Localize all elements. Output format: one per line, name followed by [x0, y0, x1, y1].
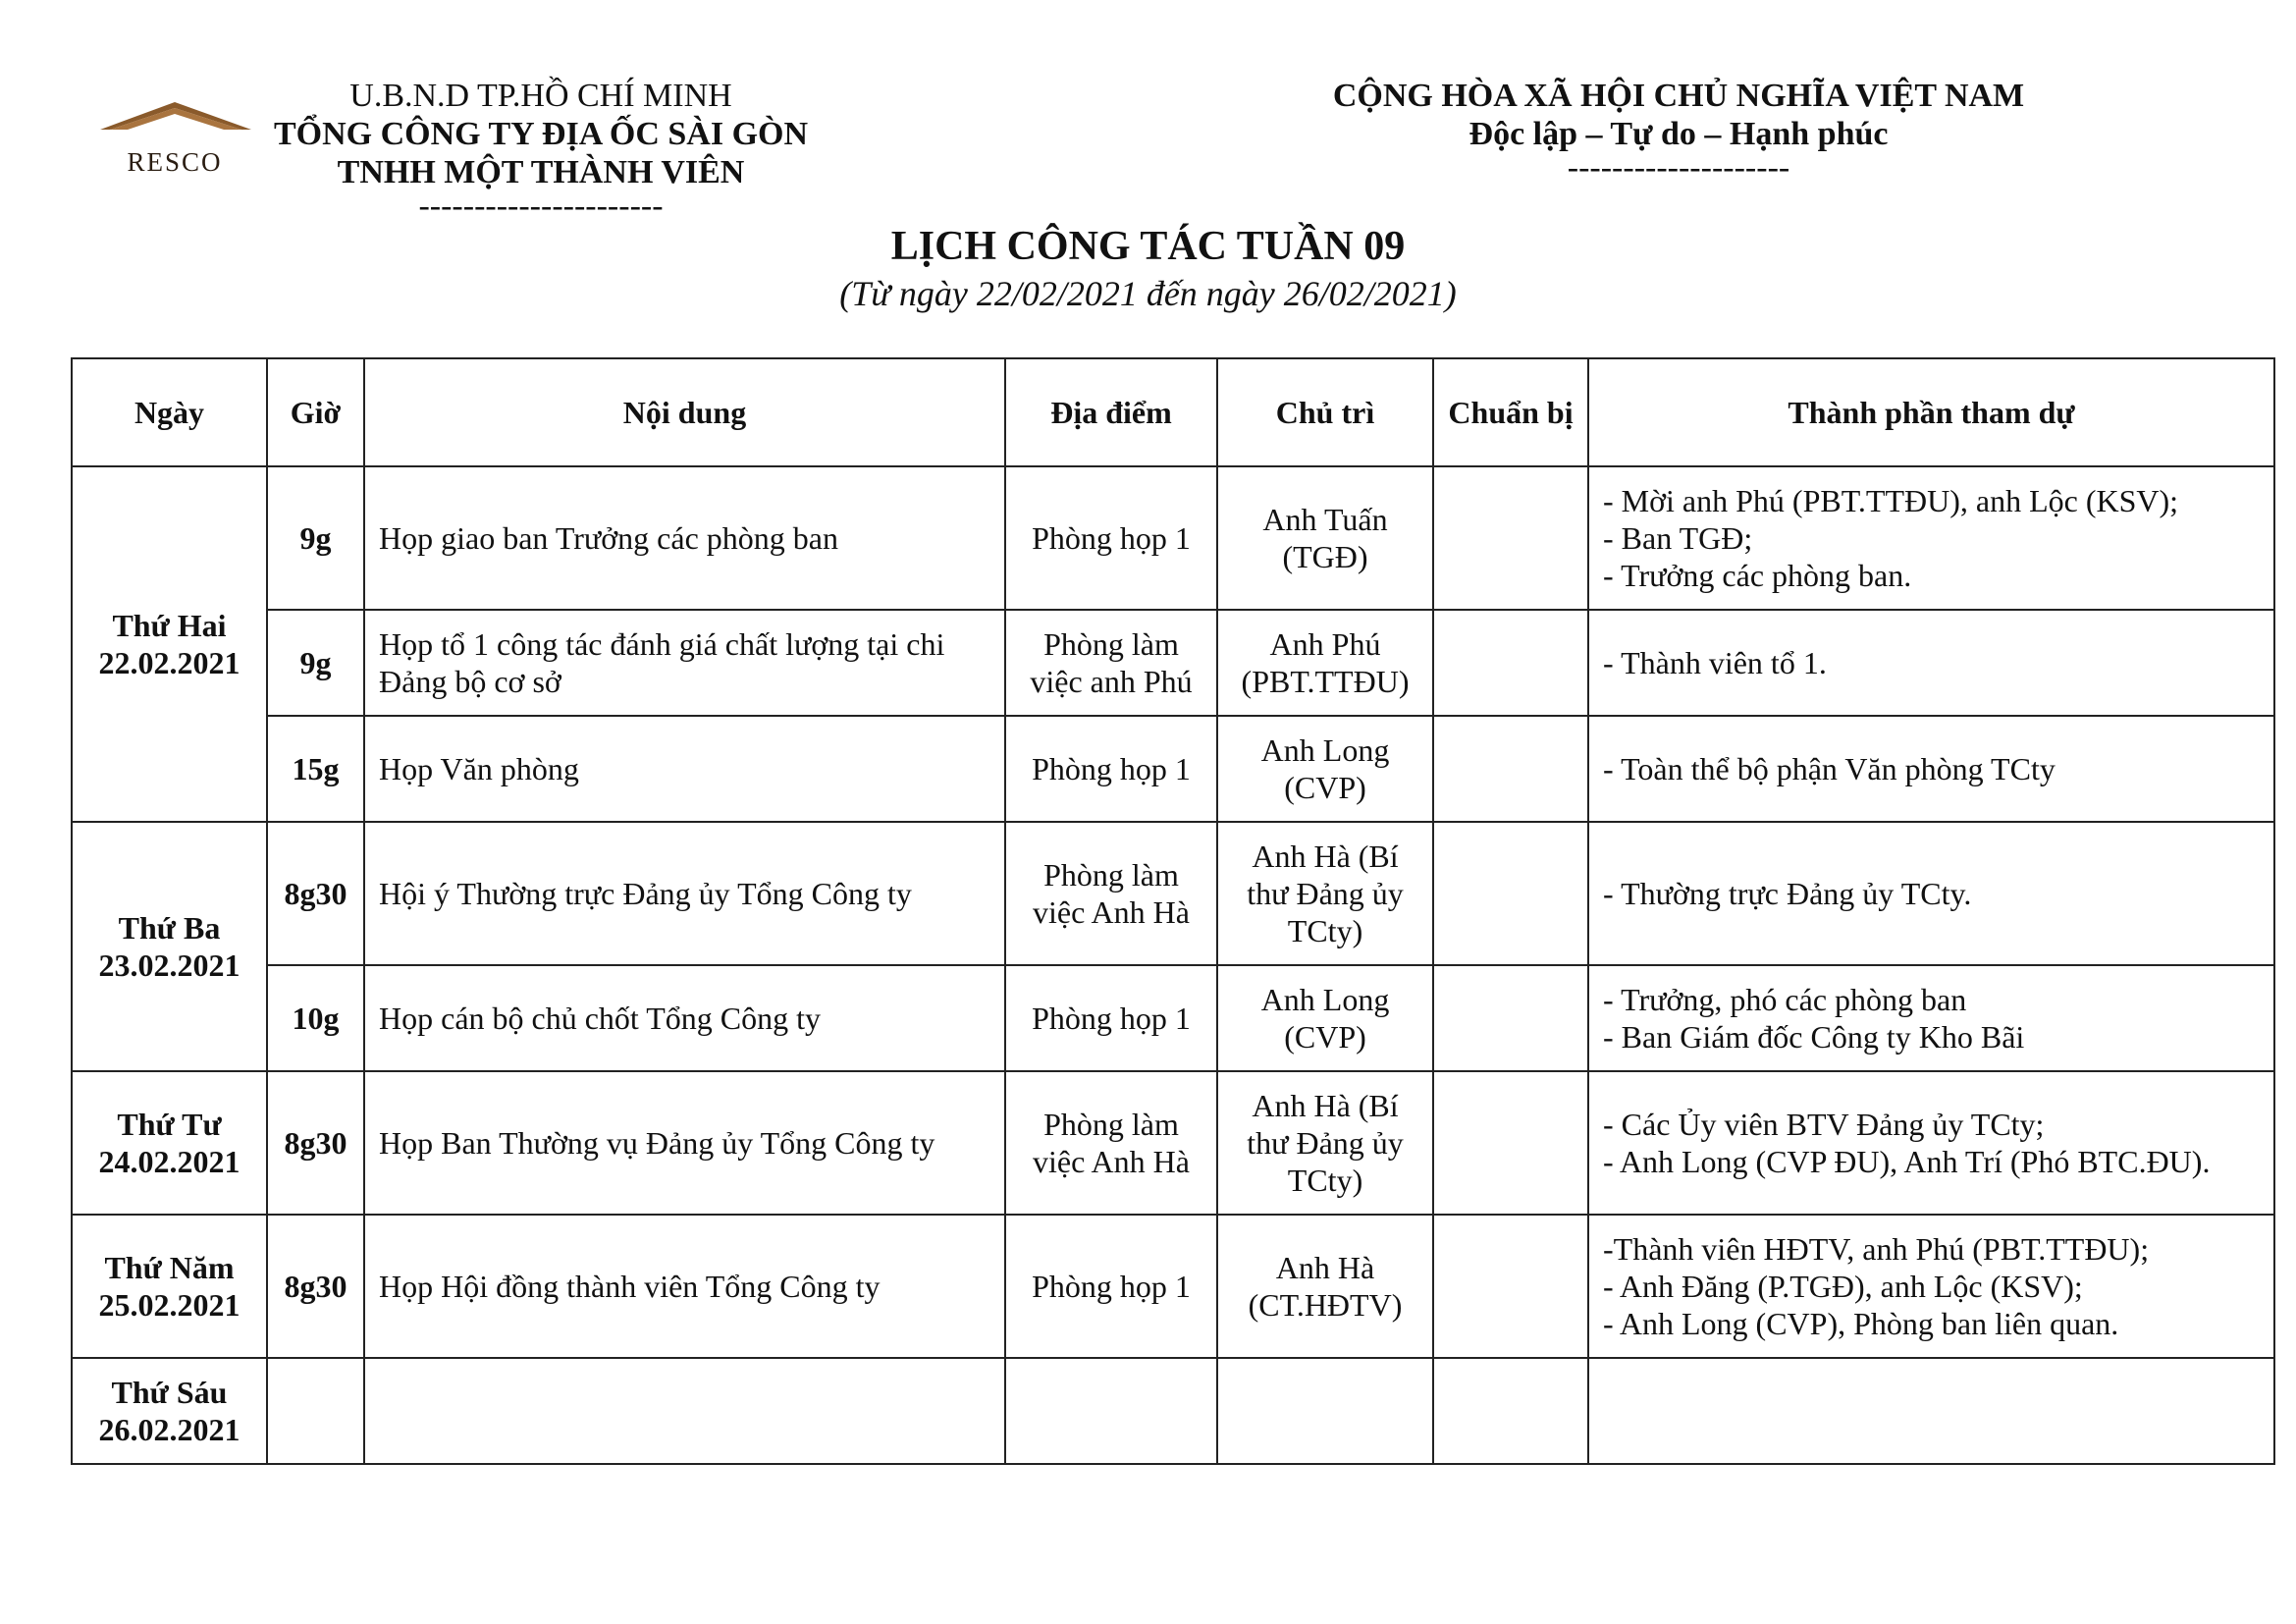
content-cell: Họp cán bộ chủ chốt Tổng Công ty — [364, 965, 1005, 1071]
national-name: CỘNG HÒA XÃ HỘI CHỦ NGHĨA VIỆT NAM — [1332, 78, 2025, 114]
location-cell — [1005, 1358, 1217, 1464]
time-cell: 10g — [267, 965, 364, 1071]
location-cell: Phòng họp 1 — [1005, 716, 1217, 822]
content-cell: Họp Hội đồng thành viên Tổng Công ty — [364, 1215, 1005, 1358]
header-attendees: Thành phần tham dự — [1588, 358, 2274, 466]
logo-text: RESCO — [127, 147, 223, 177]
org-line-1: U.B.N.D TP.HỒ CHÍ MINH — [349, 78, 732, 114]
attendee-line: - Ban Giám đốc Công ty Kho Bãi — [1603, 1019, 2025, 1055]
prep-cell — [1433, 466, 1588, 610]
content-cell: Họp Văn phòng — [364, 716, 1005, 822]
content-cell — [364, 1358, 1005, 1464]
day-name: Thứ Ba — [118, 910, 221, 946]
attendee-line: - Ban TGĐ; — [1603, 520, 1753, 556]
resco-logo — [94, 96, 256, 177]
day-cell — [72, 1215, 267, 1358]
prep-cell — [1433, 1215, 1588, 1358]
host-cell: Anh Hà (Bí thư Đảng ủy TCty) — [1217, 1071, 1433, 1215]
page-title: LỊCH CÔNG TÁC TUẦN 09 — [890, 224, 1406, 269]
attendee-line: - Anh Đăng (P.TGĐ), anh Lộc (KSV); — [1603, 1269, 2083, 1304]
title-block — [0, 222, 2296, 316]
header-time: Giờ — [267, 358, 364, 466]
day-name: Thứ Tư — [117, 1107, 222, 1142]
location-cell: Phòng làm việc Anh Hà — [1005, 822, 1217, 965]
day-date: 22.02.2021 — [98, 645, 240, 680]
time-cell: 9g — [267, 610, 364, 716]
content-cell: Họp tổ 1 công tác đánh giá chất lượng tại chi Đảng bộ cơ sở — [364, 610, 1005, 716]
host-cell: Anh Hà (CT.HĐTV) — [1217, 1215, 1433, 1358]
attendee-line: - Thường trực Đảng ủy TCty. — [1603, 876, 1972, 911]
attendees-cell — [1588, 610, 2274, 716]
content-cell: Họp Ban Thường vụ Đảng ủy Tổng Công ty — [364, 1071, 1005, 1215]
time-cell: 8g30 — [267, 822, 364, 965]
org-line-3: TNHH MỘT THÀNH VIÊN — [337, 154, 745, 190]
host-cell: Anh Hà (Bí thư Đảng ủy TCty) — [1217, 822, 1433, 965]
attendees-cell — [1588, 1358, 2274, 1464]
prep-cell — [1433, 716, 1588, 822]
org-header — [94, 77, 821, 224]
attendees-cell — [1588, 466, 2274, 610]
table-row — [72, 466, 2274, 610]
date-range: (Từ ngày 22/02/2021 đến ngày 26/02/2021) — [839, 274, 1457, 313]
host-cell: Anh Long (CVP) — [1217, 716, 1433, 822]
table-row — [72, 822, 2274, 965]
table-row — [72, 610, 2274, 716]
location-cell: Phòng làm việc Anh Hà — [1005, 1071, 1217, 1215]
day-name: Thứ Hai — [112, 608, 227, 643]
header-location: Địa điểm — [1005, 358, 1217, 466]
header-content: Nội dung — [364, 358, 1005, 466]
table-row — [72, 1071, 2274, 1215]
national-header — [1276, 77, 2081, 186]
attendee-line: - Mời anh Phú (PBT.TTĐU), anh Lộc (KSV); — [1603, 483, 2179, 518]
host-cell — [1217, 1358, 1433, 1464]
time-cell — [267, 1358, 364, 1464]
attendee-line: - Thành viên tổ 1. — [1603, 645, 1827, 680]
org-divider: ---------------------- — [418, 188, 664, 224]
table-row — [72, 1358, 2274, 1464]
host-cell: Anh Tuấn (TGĐ) — [1217, 466, 1433, 610]
table-row — [72, 1215, 2274, 1358]
national-divider: -------------------- — [1567, 149, 1790, 186]
attendees-cell — [1588, 822, 2274, 965]
prep-cell — [1433, 1071, 1588, 1215]
table-row — [72, 716, 2274, 822]
location-cell: Phòng họp 1 — [1005, 1215, 1217, 1358]
org-name — [261, 77, 821, 224]
prep-cell — [1433, 822, 1588, 965]
attendee-line: - Anh Long (CVP ĐU), Anh Trí (Phó BTC.ĐU). — [1603, 1144, 2211, 1179]
host-cell: Anh Phú (PBT.TTĐU) — [1217, 610, 1433, 716]
prep-cell — [1433, 1358, 1588, 1464]
content-cell: Họp giao ban Trưởng các phòng ban — [364, 466, 1005, 610]
attendees-cell — [1588, 1071, 2274, 1215]
location-cell: Phòng họp 1 — [1005, 965, 1217, 1071]
attendee-line: - Trưởng các phòng ban. — [1603, 558, 1912, 593]
time-cell: 8g30 — [267, 1071, 364, 1215]
day-cell — [72, 1071, 267, 1215]
attendees-cell — [1588, 716, 2274, 822]
attendee-line: - Trưởng, phó các phòng ban — [1603, 982, 1967, 1017]
org-line-2: TỔNG CÔNG TY ĐỊA ỐC SÀI GÒN — [273, 116, 809, 152]
table-header-row — [72, 358, 2274, 466]
day-cell — [72, 466, 267, 822]
time-cell: 8g30 — [267, 1215, 364, 1358]
header-day: Ngày — [72, 358, 267, 466]
schedule-table — [71, 357, 2275, 1465]
attendee-line: - Anh Long (CVP), Phòng ban liên quan. — [1603, 1306, 2119, 1341]
day-date: 26.02.2021 — [98, 1412, 240, 1447]
attendee-line: - Toàn thể bộ phận Văn phòng TCty — [1603, 751, 2056, 786]
time-cell: 15g — [267, 716, 364, 822]
attendees-cell — [1588, 965, 2274, 1071]
attendee-line: -Thành viên HĐTV, anh Phú (PBT.TTĐU); — [1603, 1231, 2150, 1267]
day-date: 25.02.2021 — [98, 1287, 240, 1323]
day-date: 23.02.2021 — [98, 947, 240, 983]
table-row — [72, 965, 2274, 1071]
attendee-line: - Các Ủy viên BTV Đảng ủy TCty; — [1603, 1107, 2045, 1142]
day-cell — [72, 1358, 267, 1464]
prep-cell — [1433, 610, 1588, 716]
day-cell — [72, 822, 267, 1071]
day-name: Thứ Năm — [104, 1250, 235, 1285]
header-host: Chủ trì — [1217, 358, 1433, 466]
prep-cell — [1433, 965, 1588, 1071]
content-cell: Hội ý Thường trực Đảng ủy Tổng Công ty — [364, 822, 1005, 965]
header-prep: Chuẩn bị — [1433, 358, 1588, 466]
host-cell: Anh Long (CVP) — [1217, 965, 1433, 1071]
location-cell: Phòng làm việc anh Phú — [1005, 610, 1217, 716]
time-cell: 9g — [267, 466, 364, 610]
location-cell: Phòng họp 1 — [1005, 466, 1217, 610]
attendees-cell — [1588, 1215, 2274, 1358]
national-motto: Độc lập – Tự do – Hạnh phúc — [1468, 116, 1889, 152]
day-date: 24.02.2021 — [98, 1144, 240, 1179]
day-name: Thứ Sáu — [111, 1375, 228, 1410]
